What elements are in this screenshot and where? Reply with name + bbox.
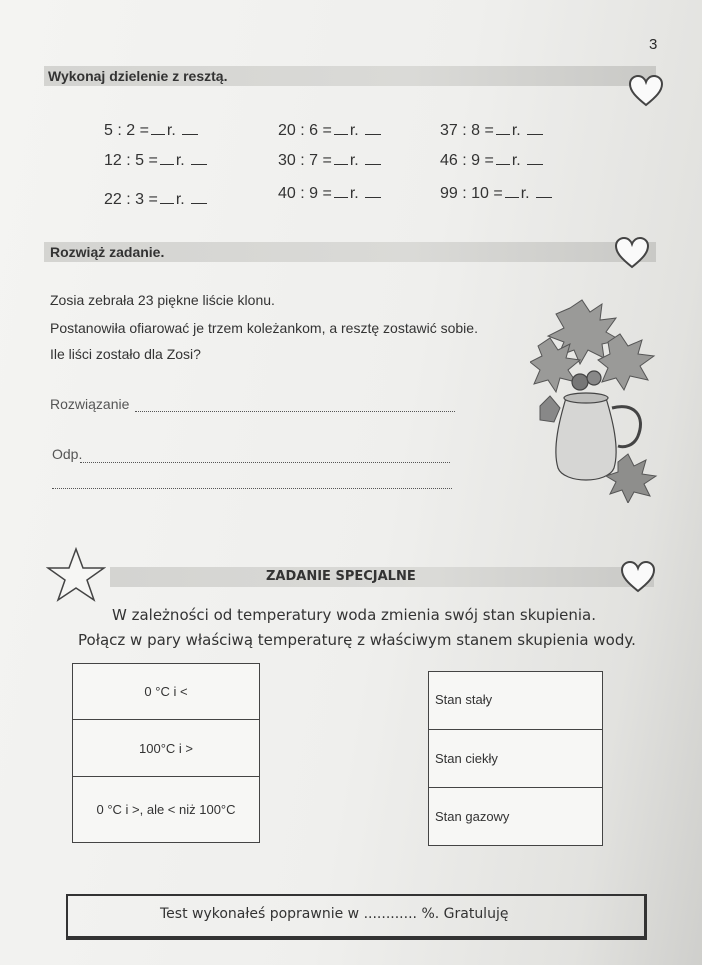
score-text-before: Test wykonałeś poprawnie w [160,906,360,922]
remainder-label: r. [511,122,521,139]
remainder-label: r. [175,191,185,208]
remainder-label: r. [349,122,359,139]
equation-expression: 20 : 6 = [278,122,332,139]
division-equation [278,185,383,203]
state-label: Stan stały [435,692,493,707]
score-box [66,894,647,940]
remainder-blank[interactable] [365,152,381,165]
special-instruction-2: Połącz w pary właściwą temperaturę z właściwym stanem skupienia wody. [78,631,636,649]
division-equation [440,185,554,203]
star-icon [46,547,106,603]
division-equation [104,152,209,170]
temperature-label: 0 °C i >, ale < niż 100°C [96,801,236,817]
answer-line-2 [52,487,452,489]
temperature-table [72,663,260,843]
temperature-label: 0 °C i < [144,683,188,699]
remainder-blank[interactable] [365,122,381,135]
division-equation [104,122,200,140]
equation-expression: 37 : 8 = [440,122,494,139]
state-cell[interactable] [429,787,602,844]
equation-expression: 30 : 7 = [278,152,332,169]
remainder-blank[interactable] [191,152,207,165]
state-table [428,671,603,846]
heart-icon [628,74,664,108]
division-equation [278,122,383,140]
special-instruction-1: W zależności od temperatury woda zmienia swój stan skupienia. [112,606,597,624]
quotient-blank[interactable] [496,152,510,165]
quotient-blank[interactable] [496,122,510,135]
remainder-label: r. [511,152,521,169]
section-title-problem: Rozwiąż zadanie. [50,244,165,260]
state-cell[interactable] [429,671,602,728]
remainder-blank[interactable] [365,185,381,198]
problem-line-1: Zosia zebrała 23 piękne liście klonu. [50,292,275,308]
section-title-special: ZADANIE SPECJALNE [266,569,416,584]
equation-expression: 40 : 9 = [278,185,332,202]
solution-line [135,410,455,412]
quotient-blank[interactable] [334,122,348,135]
quotient-blank[interactable] [160,152,174,165]
quotient-blank[interactable] [334,185,348,198]
temperature-cell[interactable] [73,719,259,776]
problem-line-3: Ile liści zostało dla Zosi? [50,346,201,362]
answer-label: Odp. [52,446,83,462]
state-label: Stan ciekły [435,751,498,766]
page-number: 3 [649,36,658,53]
solution-label: Rozwiązanie [50,396,130,412]
score-text [160,906,508,922]
maple-vase-illustration [530,298,670,503]
heart-icon [614,236,650,270]
equation-expression: 5 : 2 = [104,122,149,139]
remainder-label: r. [349,152,359,169]
answer-line-1 [80,461,450,463]
quotient-blank[interactable] [505,185,519,198]
remainder-blank[interactable] [191,191,207,204]
state-cell[interactable] [429,729,602,787]
equation-expression: 46 : 9 = [440,152,494,169]
heart-icon [620,560,656,594]
division-equation [104,191,209,209]
problem-line-2: Postanowiła ofiarować je trzem koleżankom, a resztę zostawić sobie. [50,320,478,336]
score-blank[interactable]: ............ [363,906,417,922]
remainder-label: r. [175,152,185,169]
remainder-label: r. [166,122,176,139]
division-equation [278,152,383,170]
quotient-blank[interactable] [160,191,174,204]
remainder-blank[interactable] [527,152,543,165]
equation-expression: 99 : 10 = [440,185,503,202]
remainder-blank[interactable] [536,185,552,198]
remainder-blank[interactable] [182,122,198,135]
remainder-label: r. [520,185,530,202]
score-text-after: %. Gratuluję [421,906,509,922]
quotient-blank[interactable] [151,122,165,135]
remainder-label: r. [349,185,359,202]
temperature-label: 100°C i > [139,740,193,756]
remainder-blank[interactable] [527,122,543,135]
division-equation [440,152,545,170]
equation-expression: 22 : 3 = [104,191,158,208]
division-equation [440,122,545,140]
quotient-blank[interactable] [334,152,348,165]
equation-expression: 12 : 5 = [104,152,158,169]
state-label: Stan gazowy [435,808,510,824]
section-title-division: Wykonaj dzielenie z resztą. [48,68,228,84]
temperature-cell[interactable] [73,776,259,841]
temperature-cell[interactable] [73,663,259,719]
